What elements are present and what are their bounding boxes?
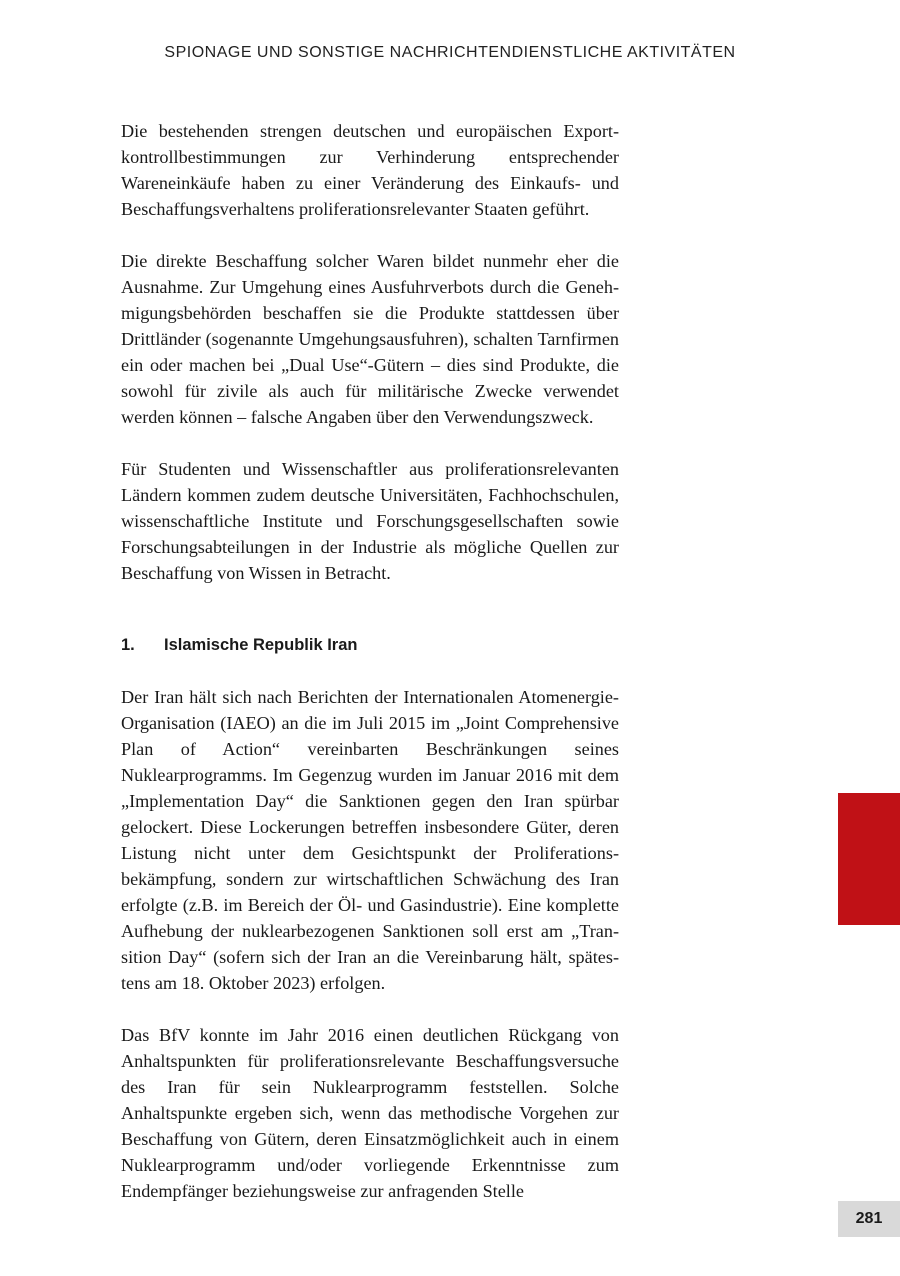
- paragraph-spacer: [121, 658, 619, 684]
- section-number: 1.: [121, 636, 135, 654]
- paragraph-students-scientists: Für Studenten und Wissenschaftler aus proliferationsrelevanten Ländern kommen zudem deutsche Universitäten, Fachhochschulen, wissenschaftliche Institute und Forschungsgesellschaften sowie Forschungsabteilungen in der Industrie als mögliche Quellen zur Beschaffung von Wissen in Betracht.: [121, 459, 619, 583]
- chapter-side-tab: [838, 793, 900, 925]
- paragraph-spacer: [121, 430, 619, 456]
- paragraph-export-controls: Die bestehenden strengen deutschen und europäischen Exportkontrollbestimmungen zur Verhinderung entsprechender Wareneinkäufe haben zu einer Veränderung des Einkaufs- und Beschaffungsverhaltens proliferationsrelevanter Staaten geführt.: [121, 121, 619, 219]
- section-heading: [121, 632, 619, 658]
- paragraph-iran-iaeo: Der Iran hält sich nach Berichten der Internationalen Atomenergie-Organisation (IAEO) an die im Juli 2015 im „Joint Comprehensive Plan of Action“ vereinbarten Beschränkungen seines Nuklearprogramms. Im Gegenzug wurden im Januar 2016 mit dem „Implementation Day“ die Sanktionen gegen den Iran spürbar gelockert. Diese Lockerungen betreffen insbesondere Güter, deren Listung nicht unter dem Gesichtspunkt der Proliferationsbekämpfung, sondern zur wirtschaftlichen Schwächung des Iran erfolgte (z.B. im Bereich der Öl- und Gasindustrie). Eine komplette Aufhebung der nuklearbezogenen Sanktionen soll erst am „Transition Day“ (sofern sich der Iran an die Vereinbarung hält, spätestens am 18. Oktober 2023) erfolgen.: [121, 687, 619, 993]
- section-title: Islamische Republik Iran: [164, 636, 358, 654]
- running-header: SPIONAGE UND SONSTIGE NACHRICHTENDIENSTLICHE AKTIVITÄTEN: [164, 44, 736, 61]
- paragraph-bfv-findings: Das BfV konnte im Jahr 2016 einen deutlichen Rückgang von Anhaltspunkten für proliferationsrelevante Beschaffungsversuche des Iran für sein Nuklearprogramm feststellen. Solche Anhaltspunkte ergeben sich, wenn das methodische Vorgehen zur Beschaffung von Gütern, deren Einsatzmöglichkeit auch in einem Nuklearprogramm und/oder vorliegende Erkenntnisse zum Endempfänger beziehungsweise zur anfragenden Stelle: [121, 1025, 619, 1201]
- paragraph-spacer: [121, 222, 619, 248]
- page-number-box: [838, 1201, 900, 1237]
- paragraph-procurement-methods: Die direkte Beschaffung solcher Waren bildet nunmehr eher die Ausnahme. Zur Umgehung eines Ausfuhrverbots durch die Genehmigungsbehörden beschaffen sie die Produkte stattdessen über Drittländer (sogenannte Umgehungsausfuhren), schalten Tarnfirmen ein oder machen bei „Dual Use“-Gütern – dies sind Produkte, die sowohl für zivile als auch für militärische Zwecke verwendet werden können – falsche Angaben über den Verwendungszweck.: [121, 251, 619, 427]
- page-body: [121, 118, 619, 1204]
- paragraph-spacer: [121, 996, 619, 1022]
- section-spacer: [121, 586, 619, 632]
- page-number: 281: [855, 1210, 883, 1227]
